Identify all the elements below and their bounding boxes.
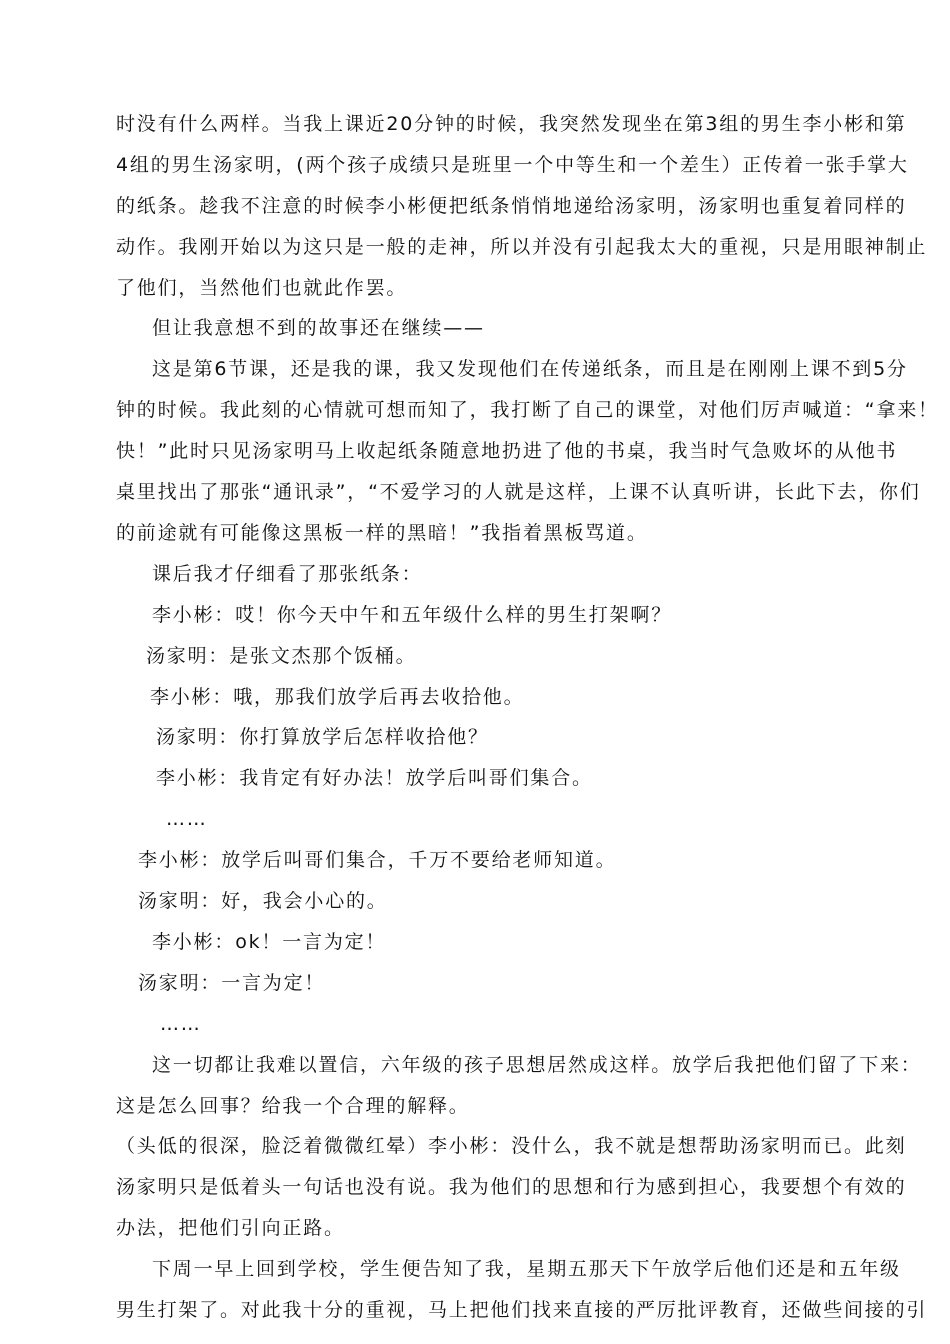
paragraph-line: 桌里找出了那张“通讯录”，“不爱学习的人就是这样，上课不认真听讲，长此下去，你们 <box>116 481 921 503</box>
paragraph-line: 办法，把他们引向正路。 <box>116 1217 345 1239</box>
dialogue-line: 李小彬：ok！一言为定！ <box>152 931 387 953</box>
paragraph-line: 汤家明只是低着头一句话也没有说。我为他们的思想和行为感到担心，我要想个有效的 <box>116 1176 907 1198</box>
paragraph-line: 的纸条。趁我不注意的时候李小彬便把纸条悄悄地递给汤家明，汤家明也重复着同样的 <box>116 195 907 217</box>
paragraph-line: 快！”此时只见汤家明马上收起纸条随意地扔进了他的书桌，我当时气急败坏的从他书 <box>116 440 898 462</box>
paragraph-line: 这是怎么回事？给我一个合理的解释。 <box>116 1095 470 1117</box>
paragraph-line: 钟的时候。我此刻的心情就可想而知了，我打断了自己的课堂，对他们厉声喊道：“拿来！ <box>116 399 939 421</box>
dialogue-line: 汤家明：一言为定！ <box>138 972 326 994</box>
dialogue-line: 李小彬：哦，那我们放学后再去收拾他。 <box>150 686 525 708</box>
paragraph-line: 动作。我刚开始以为这只是一般的走神，所以并没有引起我太大的重视，只是用眼神制止 <box>116 236 928 258</box>
dialogue-line: 汤家明：你打算放学后怎样收拾他？ <box>156 726 489 748</box>
dialogue-line: 汤家明：好，我会小心的。 <box>138 890 388 912</box>
paragraph-line: 的前途就有可能像这黑板一样的黑暗！”我指着黑板骂道。 <box>116 522 648 544</box>
dialogue-line: 李小彬：哎！你今天中午和五年级什么样的男生打架啊？ <box>152 604 673 626</box>
dialogue-line: 李小彬：我肯定有好办法！放学后叫哥们集合。 <box>156 767 593 789</box>
paragraph-line: 课后我才仔细看了那张纸条： <box>152 563 423 585</box>
paragraph-line: 但让我意想不到的故事还在继续—— <box>152 317 485 339</box>
paragraph-line: （头低的很深，脸泛着微微红晕）李小彬：没什么，我不就是想帮助汤家明而已。此刻 <box>116 1135 907 1157</box>
paragraph-line: 了他们，当然他们也就此作罢。 <box>116 277 408 299</box>
paragraph-line: 4组的男生汤家明，(两个孩子成绩只是班里一个中等生和一个差生）正传着一张手掌大 <box>116 154 909 176</box>
ellipsis-line: …… <box>160 1013 202 1035</box>
paragraph-line: 下周一早上回到学校，学生便告知了我，星期五那天下午放学后他们还是和五年级 <box>152 1258 901 1280</box>
paragraph-line: 这是第6节课，还是我的课，我又发现他们在传递纸条，而且是在刚刚上课不到5分 <box>152 358 908 380</box>
paragraph-line: 这一切都让我难以置信，六年级的孩子思想居然成这样。放学后我把他们留了下来： <box>152 1054 922 1076</box>
paragraph-line: 男生打架了。对此我十分的重视，马上把他们找来直接的严厉批评教育，还做些间接的引 <box>116 1299 928 1321</box>
paragraph-line: 时没有什么两样。当我上课近20分钟的时候，我突然发现坐在第3组的男生李小彬和第 <box>116 113 907 135</box>
dialogue-line: 李小彬：放学后叫哥们集合，千万不要给老师知道。 <box>138 849 617 871</box>
dialogue-line: 汤家明：是张文杰那个饭桶。 <box>146 645 417 667</box>
ellipsis-line: …… <box>166 808 208 830</box>
